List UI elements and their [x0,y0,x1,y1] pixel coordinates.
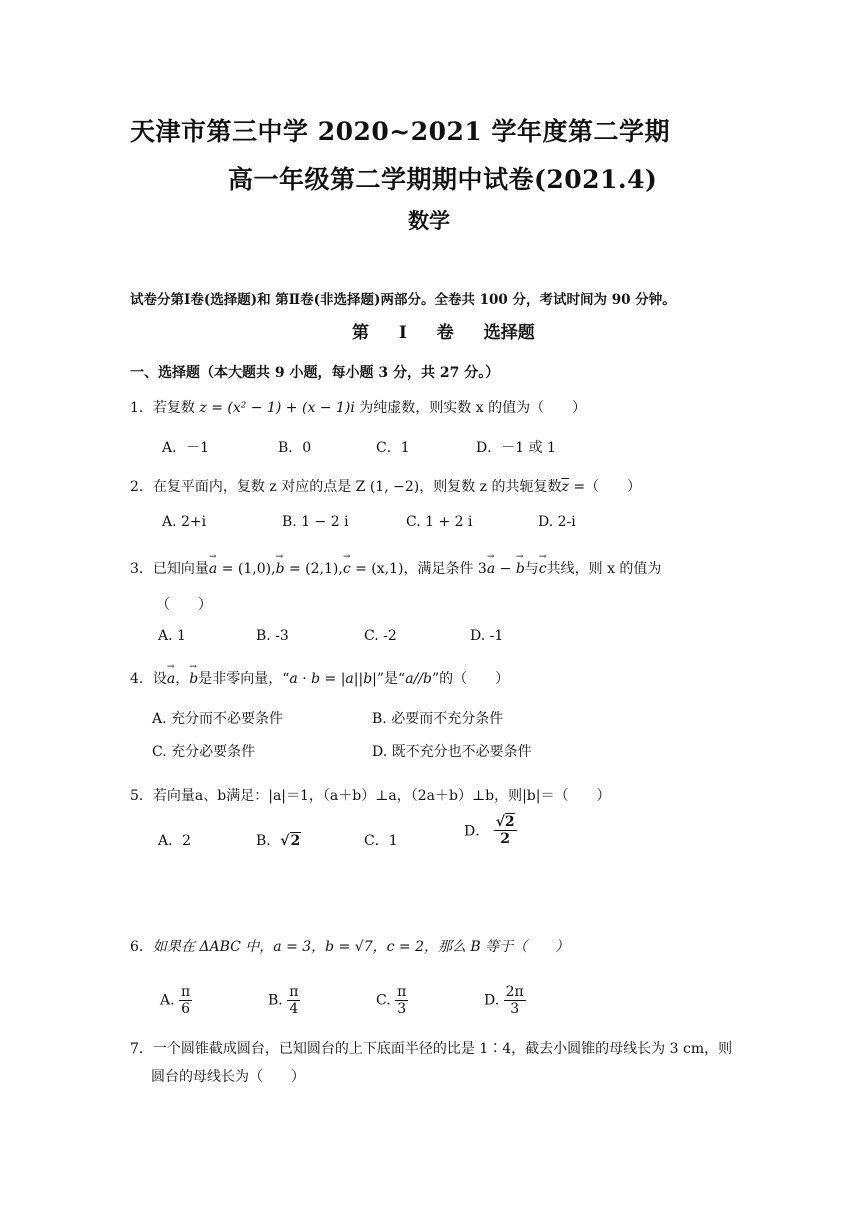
q1-option-a: A．－1 [162,440,210,456]
q3-blank: （ ） [156,597,212,613]
q3-option-d: D. -1 [470,628,504,644]
q3-option-c: C. -2 [364,628,397,644]
q2-option-b: B. 1 − 2 i [282,514,349,530]
q2-option-a: A. 2+i [162,514,207,530]
q1-expression: z = (x² − 1) + (x − 1)i [199,400,355,416]
q1-option-d: D．－1 或 1 [476,440,556,456]
q4-option-c: C. 充分必要条件 [152,744,256,760]
q6-option-b: B. $\frac{\pi}{4}$ [268,984,299,1018]
q1-option-b: B．0 [278,440,312,456]
q3-option-b: B. -3 [256,628,289,644]
exam-title-line2: 高一年级第二学期期中试卷(2021.4) [228,165,658,194]
question-6: 6．如果在 ΔABC 中，a = 3，b = √7，c = 2，那么 B 等于（ ） [130,939,570,955]
q2-option-d: D. 2-i [538,514,576,530]
question-2: 2．在复平面内，复数 z 对应的点是 Z (1, −2)，则复数 z 的共轭复数$\overline{z}$ =（ ） [130,479,642,495]
question-1: 1．若复数 z = (x² − 1) + (x − 1)i 为纯虚数，则实数 x 的值为（ ） [130,400,587,416]
exam-subject: 数学 [408,208,450,233]
q4-condition-2: a//b [405,671,432,687]
q1-option-c: C．1 [376,440,410,456]
q4-option-d: D. 既不充分也不必要条件 [372,744,532,760]
q4-condition-1: a · b = |a||b| [289,671,377,687]
q5-option-d: D． $\frac{√2}{2}$ [464,814,515,848]
question-3: 3．已知向量→ a = (1,0),→ b = (2,1),→ c = (x,1)，满足条件 3→ a − → b与→ c共线，则 x 的值为 [130,558,661,578]
q6-option-c: C. $\frac{\pi}{3}$ [376,984,407,1018]
q3-option-a: A. 1 [158,628,186,644]
question-7: 7．一个圆锥截成圆台，已知圆台的上下底面半径的比是 1∶4，截去小圆锥的母线长为 3 cm，则 [130,1041,733,1057]
question-5: 5．若向量a、b满足：|a|＝1，（a＋b）⊥a，（2a＋b）⊥b，则|b|＝（ ） [130,788,611,804]
q6-option-d: D. $\frac{2\pi}{3}$ [484,984,524,1018]
question-7-line2: 圆台的母线长为（ ） [151,1069,305,1085]
q5-option-c: C．1 [364,833,398,849]
q2-option-c: C. 1 + 2 i [406,514,473,530]
section-title: 一、选择题（本大题共 9 小题，每小题 3 分，共 27 分。） [130,365,500,381]
q4-option-a: A. 充分而不必要条件 [152,711,284,727]
exam-title-line1: 天津市第三中学 2020~2021 学年度第二学期 [130,117,671,146]
exam-intro: 试卷分第Ⅰ卷(选择题)和 第Ⅱ卷(非选择题)两部分。全卷共 100 分，考试时间为 90 分钟。 [130,292,676,308]
q6-option-a: A. $\frac{\pi}{6}$ [160,984,191,1018]
q5-option-b: B．√2 [256,833,301,849]
part-title: 第 I 卷 选择题 [352,323,535,343]
question-4: 4．设→ a，→ b是非零向量，“a · b = |a||b|”是“a//b”的（ ） [130,668,509,688]
q5-option-a: A．2 [158,833,192,849]
q4-option-b: B. 必要而不充分条件 [372,711,504,727]
